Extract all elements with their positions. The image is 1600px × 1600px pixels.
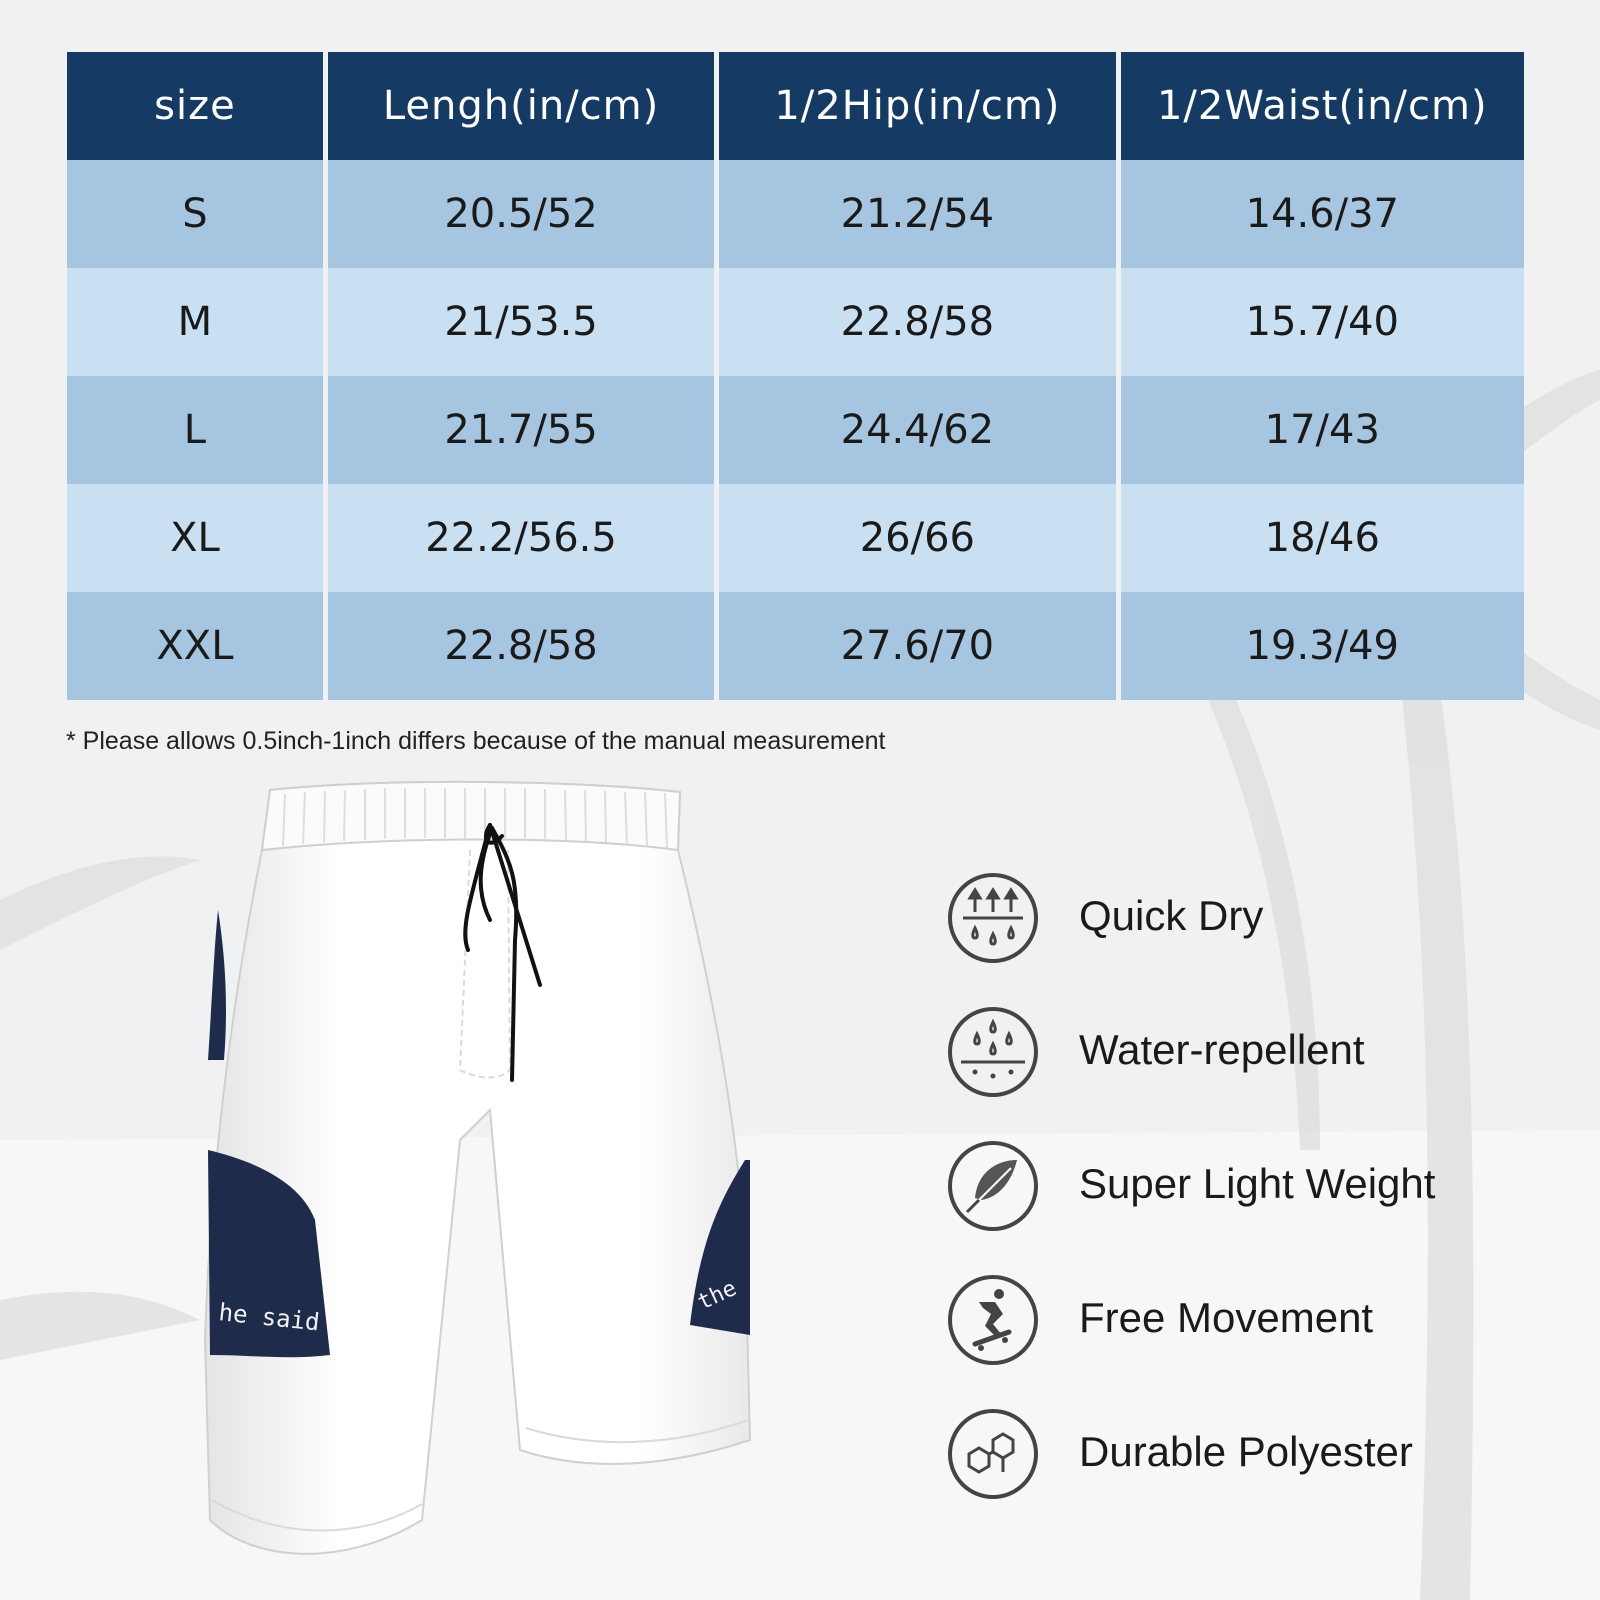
feature-list xyxy=(945,870,1565,1540)
size-chart-table xyxy=(62,52,1529,700)
header-half-hip: 1/2Hip(in/cm) xyxy=(719,52,1115,160)
cell-half-waist: 19.3/49 xyxy=(1121,592,1524,700)
molecule-icon xyxy=(945,1406,1041,1502)
feature-label: Free Movement xyxy=(1079,1294,1374,1341)
feature-label: Durable Polyester xyxy=(1079,1428,1413,1475)
cell-length: 21.7/55 xyxy=(328,376,714,484)
cell-half-hip: 27.6/70 xyxy=(719,592,1115,700)
cell-size: XL xyxy=(67,484,323,592)
skateboarder-icon xyxy=(945,1272,1041,1368)
table-row xyxy=(67,484,1524,592)
table-row xyxy=(67,376,1524,484)
cell-half-waist: 15.7/40 xyxy=(1121,268,1524,376)
cell-size: M xyxy=(67,268,323,376)
feature-label: Super Light Weight xyxy=(1079,1160,1436,1207)
cell-half-waist: 18/46 xyxy=(1121,484,1524,592)
header-length: Lengh(in/cm) xyxy=(328,52,714,160)
cell-half-waist: 17/43 xyxy=(1121,376,1524,484)
table-row xyxy=(67,268,1524,376)
feature-durable-polyester xyxy=(945,1406,1565,1540)
board-shorts-image xyxy=(190,780,780,1580)
cell-half-hip: 21.2/54 xyxy=(719,160,1115,268)
cell-half-hip: 22.8/58 xyxy=(719,268,1115,376)
feature-label: Quick Dry xyxy=(1079,892,1264,939)
cell-length: 21/53.5 xyxy=(328,268,714,376)
cell-half-waist: 14.6/37 xyxy=(1121,160,1524,268)
header-half-waist: 1/2Waist(in/cm) xyxy=(1121,52,1524,160)
print-text-left: he said xyxy=(217,1298,321,1337)
feature-label: Water-repellent xyxy=(1079,1026,1365,1073)
print-text-right: the xyxy=(693,1275,741,1316)
cell-half-hip: 24.4/62 xyxy=(719,376,1115,484)
cell-length: 22.2/56.5 xyxy=(328,484,714,592)
cell-length: 20.5/52 xyxy=(328,160,714,268)
table-row xyxy=(67,160,1524,268)
cell-length: 22.8/58 xyxy=(328,592,714,700)
water-repellent-icon xyxy=(945,1004,1041,1100)
feather-icon xyxy=(945,1138,1041,1234)
cell-size: L xyxy=(67,376,323,484)
cell-size: XXL xyxy=(67,592,323,700)
cell-half-hip: 26/66 xyxy=(719,484,1115,592)
cell-size: S xyxy=(67,160,323,268)
header-size: size xyxy=(67,52,323,160)
size-chart-header-row xyxy=(67,52,1524,160)
quick-dry-icon xyxy=(945,870,1041,966)
feature-free-movement xyxy=(945,1272,1565,1406)
feature-water-repellent xyxy=(945,1004,1565,1138)
table-row xyxy=(67,592,1524,700)
feature-quick-dry xyxy=(945,870,1565,1004)
measurement-note: * Please allows 0.5inch-1inch differs because of the manual measurement xyxy=(66,727,886,755)
feature-light-weight xyxy=(945,1138,1565,1272)
